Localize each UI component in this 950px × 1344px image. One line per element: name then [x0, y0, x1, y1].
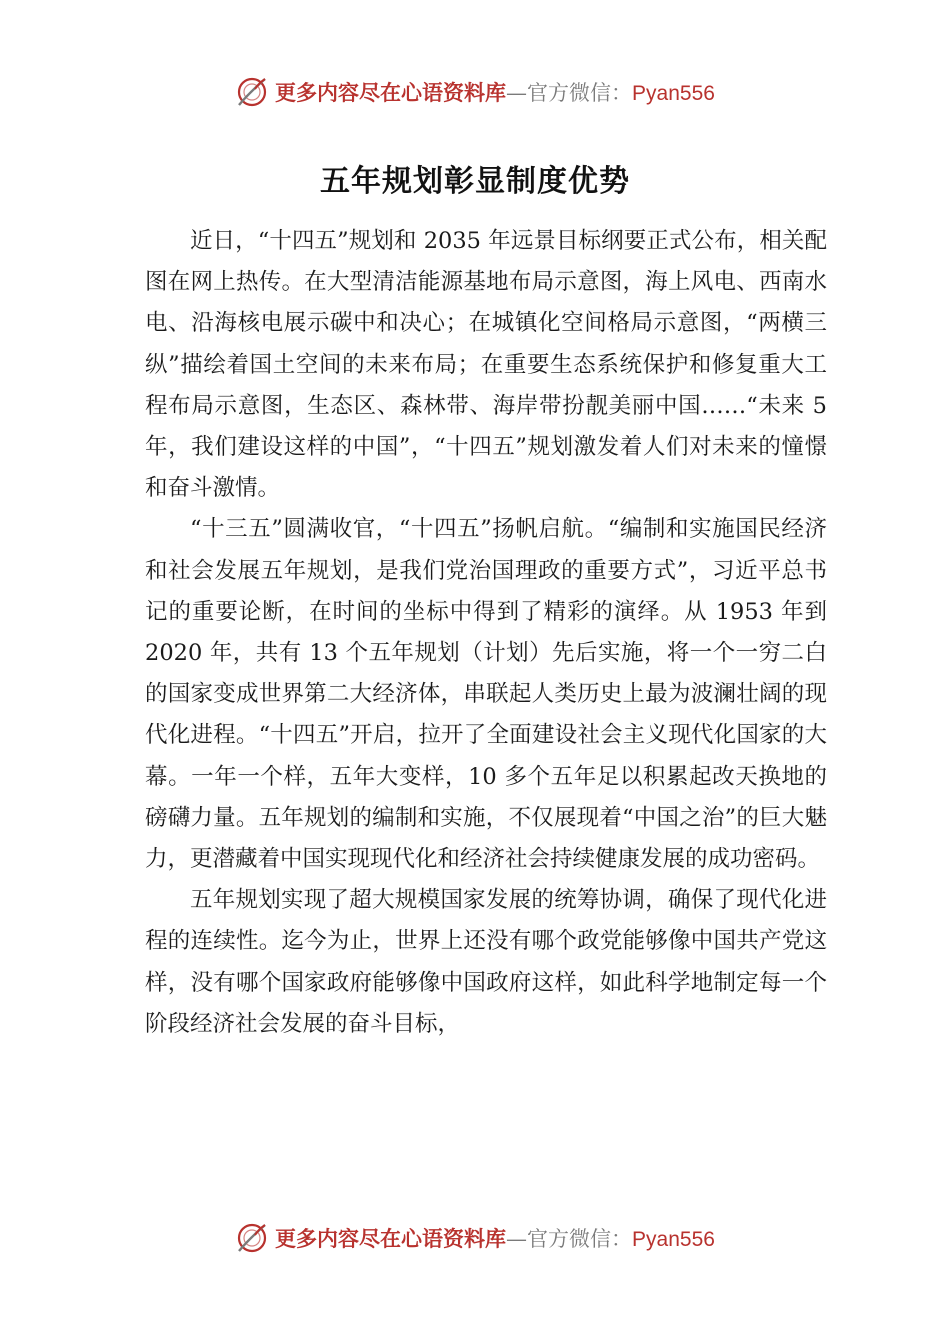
document-title: 五年规划彰显制度优势: [320, 164, 630, 199]
quill-seal-logo-icon: [235, 75, 269, 109]
header-wechat-label: 官方微信：: [527, 81, 633, 105]
header-banner: [0, 72, 950, 112]
paragraph-3: 五年规划实现了超大规模国家发展的统筹协调，确保了现代化进程的连续性。迄今为止，世界上还没有哪个政党能够像中国共产党这样，没有哪个国家政府能够像中国政府这样，如此科学地制定每一个阶段经济社会发展的奋斗目标，: [145, 887, 827, 1037]
header-banner-text: [275, 77, 715, 107]
footer-wechat-id: Pyan556: [632, 1228, 715, 1251]
footer-wechat-label: 官方微信：: [527, 1227, 633, 1251]
header-brand-text: 更多内容尽在心语资料库: [275, 80, 507, 105]
footer-banner-text: [275, 1223, 715, 1253]
footer-separator: —: [506, 1227, 528, 1251]
quill-seal-logo-icon: [235, 1221, 269, 1255]
paragraph-2: “十三五”圆满收官，“十四五”扬帆启航。“编制和实施国民经济和社会发展五年规划，是我们党治国理政的重要方式”，习近平总书记的重要论断，在时间的坐标中得到了精彩的演绎。从 1953 年到 2020 年，共有 13 个五年规划（计划）先后实施，将一个一穷二白的国家变成世界第二大经济体，串联起人类历史上最为波澜壮阔的现代化进程。“十四五”开启，拉开了全面建设社会主义现代化国家的大幕。一年一个样，五年大变样，10 多个五年足以积累起改天换地的磅礴力量。五年规划的编制和实施，不仅展现着“中国之治”的巨大魅力，更潜藏着中国实现现代化和经济社会持续健康发展的成功密码。: [145, 516, 827, 873]
paragraph-1: 近日，“十四五”规划和 2035 年远景目标纲要正式公布，相关配图在网上热传。在大型清洁能源基地布局示意图，海上风电、西南水电、沿海核电展示碳中和决心；在城镇化空间格局示意图，“两横三纵”描绘着国土空间的未来布局；在重要生态系统保护和修复重大工程布局示意图，生态区、森林带、海岸带扮靓美丽中国……“未来 5 年，我们建设这样的中国”，“十四五”规划激发着人们对未来的憧憬和奋斗激情。: [145, 228, 827, 502]
footer-banner: [0, 1218, 950, 1258]
header-separator: —: [506, 81, 528, 105]
header-wechat-id: Pyan556: [632, 82, 715, 105]
document-body: [145, 221, 827, 1045]
footer-brand-text: 更多内容尽在心语资料库: [275, 1226, 507, 1251]
